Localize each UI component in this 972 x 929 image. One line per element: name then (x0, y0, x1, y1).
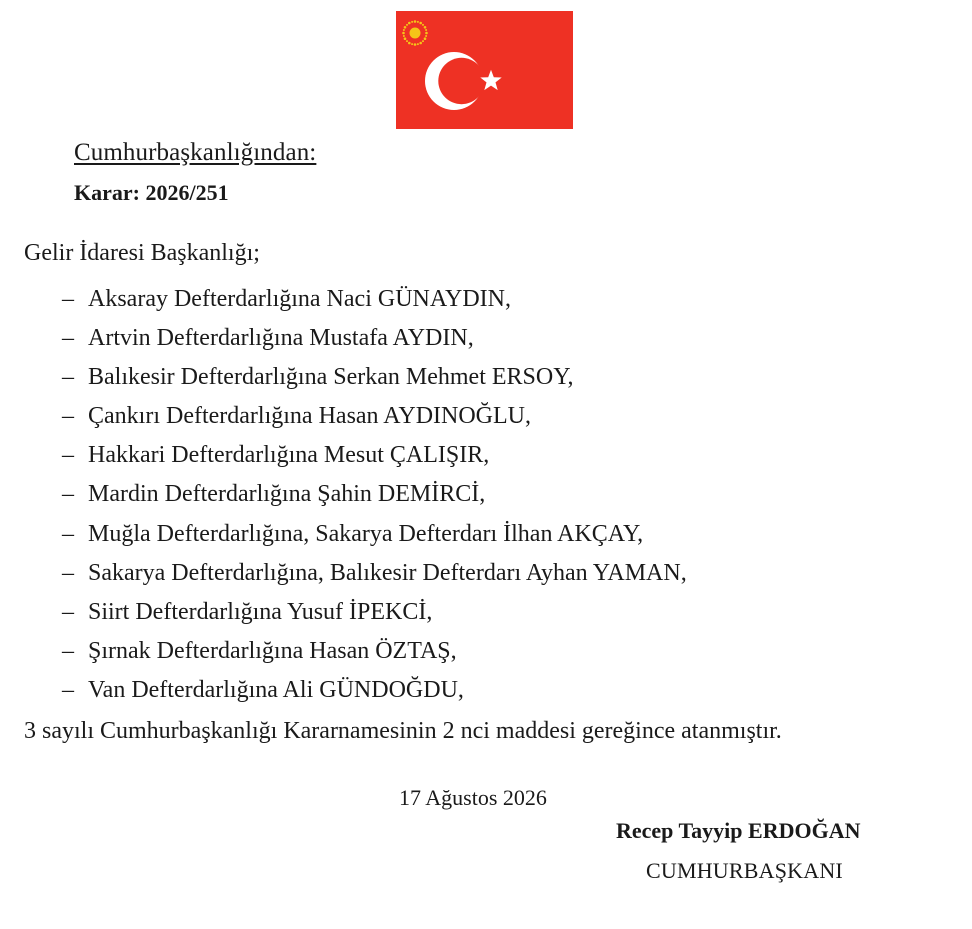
appointment-text: Muğla Defterdarlığına, Sakarya Defterdarı İlhan AKÇAY, (88, 520, 644, 547)
list-item (62, 438, 687, 477)
list-item (62, 282, 687, 321)
dash-bullet: – (62, 364, 74, 391)
appointment-text: Sakarya Defterdarlığına, Balıkesir Defterdarı Ayhan YAMAN, (88, 559, 687, 586)
appointment-list (62, 282, 687, 712)
dash-bullet: – (62, 442, 74, 469)
document-date: 17 Ağustos 2026 (399, 785, 547, 810)
dash-bullet: – (62, 286, 74, 312)
appointment-text: Çankırı Defterdarlığına Hasan AYDINOĞLU, (88, 403, 532, 430)
signer-name: Recep Tayyip ERDOĞAN (616, 818, 861, 843)
dash-bullet: – (62, 325, 74, 352)
appointment-text: Hakkari Defterdarlığına Mesut ÇALIŞIR, (88, 442, 490, 469)
appointment-text: Van Defterdarlığına Ali GÜNDOĞDU, (88, 676, 464, 703)
decision-number: Karar: 2026/251 (74, 180, 229, 205)
list-item (62, 634, 687, 673)
appointment-text: Aksaray Defterdarlığına Naci GÜNAYDIN, (88, 286, 511, 312)
issuing-office: Cumhurbaşkanlığından: (74, 139, 317, 166)
institution-heading: Gelir İdaresi Başkanlığı; (24, 240, 260, 266)
signer-title: CUMHURBAŞKANI (646, 858, 843, 883)
list-item (62, 517, 687, 556)
appointment-text: Artvin Defterdarlığına Mustafa AYDIN, (88, 325, 474, 352)
dash-bullet: – (62, 559, 74, 586)
appointment-text: Balıkesir Defterdarlığına Serkan Mehmet ERSOY, (88, 364, 574, 391)
dash-bullet: – (62, 637, 74, 664)
list-item (62, 556, 687, 595)
list-item (62, 360, 687, 399)
dash-bullet: – (62, 598, 74, 625)
legal-basis-statement: 3 sayılı Cumhurbaşkanlığı Kararnamesinin 2 nci maddesi gereğince atanmıştır. (24, 718, 782, 744)
list-item (62, 673, 687, 712)
list-item (62, 477, 687, 516)
appointment-text: Şırnak Defterdarlığına Hasan ÖZTAŞ, (88, 637, 457, 664)
dash-bullet: – (62, 520, 74, 547)
list-item (62, 595, 687, 634)
dash-bullet: – (62, 676, 74, 703)
list-item (62, 321, 687, 360)
appointment-text: Siirt Defterdarlığına Yusuf İPEKCİ, (88, 598, 433, 625)
list-item (62, 399, 687, 438)
dash-bullet: – (62, 481, 74, 508)
dash-bullet: – (62, 403, 74, 430)
turkish-flag-emblem-icon (396, 11, 573, 129)
appointment-text: Mardin Defterdarlığına Şahin DEMİRCİ, (88, 481, 486, 508)
